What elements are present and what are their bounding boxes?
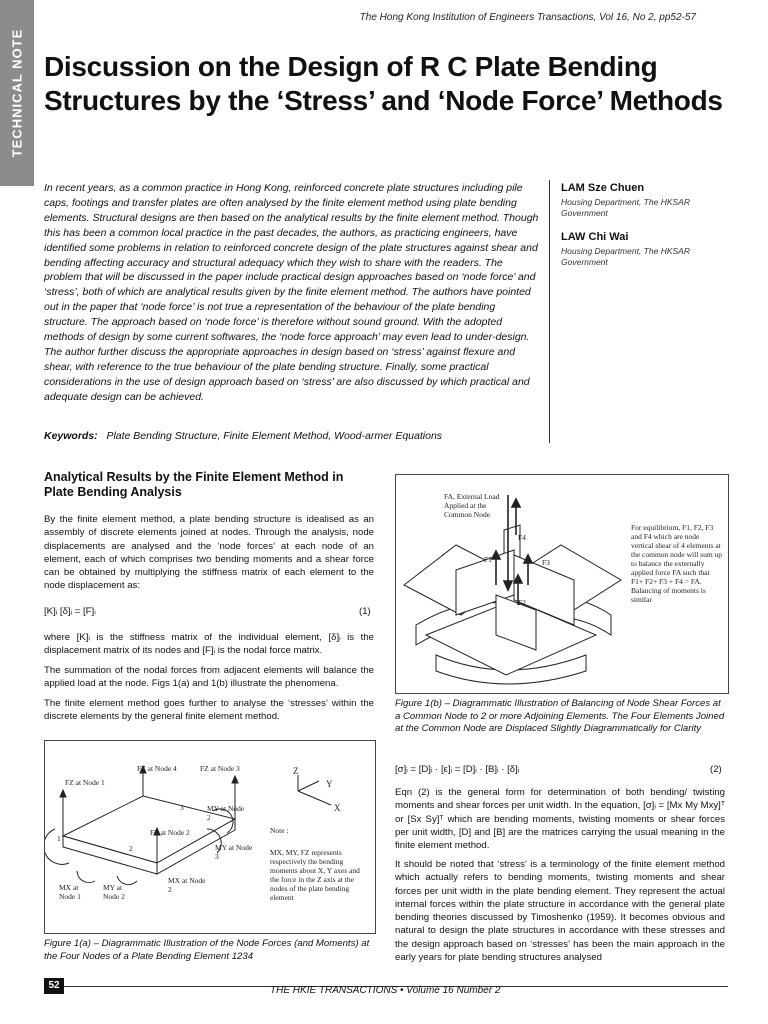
figure-1a-caption: Figure 1(a) – Diagrammatic Illustration of the Node Forces (and Moments) at the Four Nodes of a Plate Bending Element 1234	[44, 938, 370, 962]
paragraph: where [K]ᵢ is the stiffness matrix of the individual element, [δ]ᵢ is the displacement matrix of its nodes and [F]ᵢ is the nodal force matrix.	[44, 632, 374, 657]
label-my-node2: MY at Node 2	[207, 804, 245, 822]
label-fz-node4: FZ at Node 4	[137, 764, 177, 773]
author-affiliation: Housing Department, The HKSAR Government	[561, 246, 690, 267]
node-3-label: 3	[180, 803, 184, 812]
label-f3: F3	[542, 558, 550, 567]
page-number: 52	[44, 978, 64, 994]
figure-1b-caption: Figure 1(b) – Diagrammatic Illustration of Balancing of Node Shear Forces at a Common Node to 2 or more Adjoining Elements. The Four Elements Joined at the Common Node are Displaced Slightly Diagrammatically for Clarity	[395, 698, 725, 735]
section-heading: Analytical Results by the Finite Element Method in Plate Bending Analysis	[44, 470, 344, 499]
author-affiliation: Housing Department, The HKSAR Government	[561, 197, 690, 218]
paragraph: It should be noted that ‘stress’ is a terminology of the finite element method which actually refers to bending moments, twisting moments and shear forces per unit width in the plate bending element. They represent the actual internal forces within the plate structure in accordance with the general plate bending theories discussed by Timoshenko (1959). It becomes obvious and natural to design the plate structures in accordance with these stresses and the design approach based on ‘stresses’ has been the main approach in the early years for plate bending structures analysed	[395, 859, 725, 964]
node-1-label: 1	[57, 834, 61, 843]
keywords-label: Keywords:	[44, 430, 98, 442]
label-f1: F1	[484, 555, 492, 564]
running-head: The Hong Kong Institution of Engineers Transactions, Vol 16, No 2, pp52-57	[359, 12, 696, 23]
label-my-node3: MY at Node 3	[215, 843, 253, 861]
side-tab-label: TECHNICAL NOTE	[9, 28, 25, 158]
equation-2: [σ]ᵢ = [D]ᵢ · [ε]ᵢ = [D]ᵢ · [B]ᵢ · [δ]ᵢ	[395, 764, 520, 775]
equation-1: [K]ᵢ [δ]ᵢ = [F]ᵢ	[44, 606, 96, 617]
equation-number: (1)	[359, 606, 371, 617]
paragraph: Eqn (2) is the general form for determination of both bending/ twisting moments and shear forces per unit width. In the equation, [σ]ᵢ = [Mx My Mxy]ᵀ or [Sx Sy]ᵀ which are bending moments, twisting moments or shear forces per unit width, [D] and [B] are the matrices carrying the usual meaning in the finite element method.	[395, 787, 725, 852]
note-title: Note :	[270, 826, 289, 835]
label-mx-node1: MX at Node 1	[59, 883, 81, 901]
label-fz-node2: FZ at Node 2	[150, 828, 190, 837]
node-2-label: 2	[129, 844, 133, 853]
figure-1b	[395, 474, 729, 694]
axis-x-label: X	[334, 803, 341, 813]
label-fz-node1: FZ at Node 1	[65, 778, 105, 787]
footer-journal: THE HKIE TRANSACTIONS • Volume 16 Number 2	[270, 985, 501, 996]
figure-1a	[44, 740, 376, 934]
article-title: Discussion on the Design of R C Plate Bending Structures by the ‘Stress’ and ‘Node Force’ Methods	[44, 51, 723, 116]
label-f4: F4	[518, 533, 526, 542]
keywords	[44, 430, 442, 442]
keywords-list: Plate Bending Structure, Finite Element Method, Wood-armer Equations	[106, 430, 443, 442]
abstract: In recent years, as a common practice in Hong Kong, reinforced concrete plate structures including pile caps, footings and transfer plates are often analysed by the finite element method using plate bending elements. Structural designs are then based on the analytical results by the finite element method. Though this has been a common local practice in the past decades, the authors, as practicing engineers, have identified some problems in relation to reinforced concrete design of the plate structures against shear and bending affecting accuracy and structural adequacy which they wish to share with the readers. The problem that will be discussed in the paper include practical design approaches based on ‘node force’ and ‘stress’, both of which are analytical results given by the finite element method. The authors have pointed out in the paper that ‘node force’ is not true a representation of the behaviour of the plate bending structure. The approach based on ‘node force’ is therefore without sound ground. With the adopted methods of design by some current softwares, the ‘node force approach’ may even lead to under-design. The author further discuss the appropriate approaches in design based on ‘stress’ against flexure and shear, with reference to the true behaviour of the plate bending structure. Finally, some practical considerations in the use of design approach based on ‘stress’ are also discussed by which practical and adequate design can be achieved.	[44, 182, 539, 403]
axis-y-label: Y	[326, 779, 333, 789]
label-external-load: FA, External Load Applied at the Common Node	[444, 492, 500, 519]
label-my-node-2: MY at Node 2	[103, 883, 125, 901]
author-name: LAW Chi Wai	[561, 231, 629, 243]
paragraph: By the finite element method, a plate bending structure is idealised as an assembly of discrete elements joined at nodes. Through the analysis, node displacements are analysed and the ‘node forces’ at each node of an element, each of which comprises two bending moments and a shear force can be obtained by multiplying the stiffness matrix of each element to the node displacement as:	[44, 514, 374, 592]
equilibrium-note: For equilibrium, F1, F2, F3 and F4 which are node vertical shear of 4 elements at the common node will sum up to balance the externally applied force FA such that F1+ F2+ F3 + F4 = FA. Balancing of moments is similar	[631, 523, 723, 604]
equation-number: (2)	[710, 764, 722, 775]
paragraph: The finite element method goes further to analyse the ‘stresses’ within the discrete elements by the general finite element method.	[44, 698, 374, 723]
label-fz-node3: FZ at Node 3	[200, 764, 240, 773]
side-tab	[0, 0, 34, 186]
axis-z-label: Z	[293, 766, 299, 776]
paragraph: The summation of the nodal forces from adjacent elements will balance the applied load at the node. Figs 1(a) and 1(b) illustrate the phenomena.	[44, 665, 374, 690]
label-f2: F2	[518, 598, 526, 607]
author-name: LAM Sze Chuen	[561, 182, 645, 194]
note-text: MX, MY, FZ represents respectively the bending moments about X, Y axes and the force in the Z axis at the nodes of the plate bending element	[270, 848, 360, 902]
column-divider	[549, 180, 550, 443]
label-mx-node2: MX at Node 2	[168, 876, 206, 894]
